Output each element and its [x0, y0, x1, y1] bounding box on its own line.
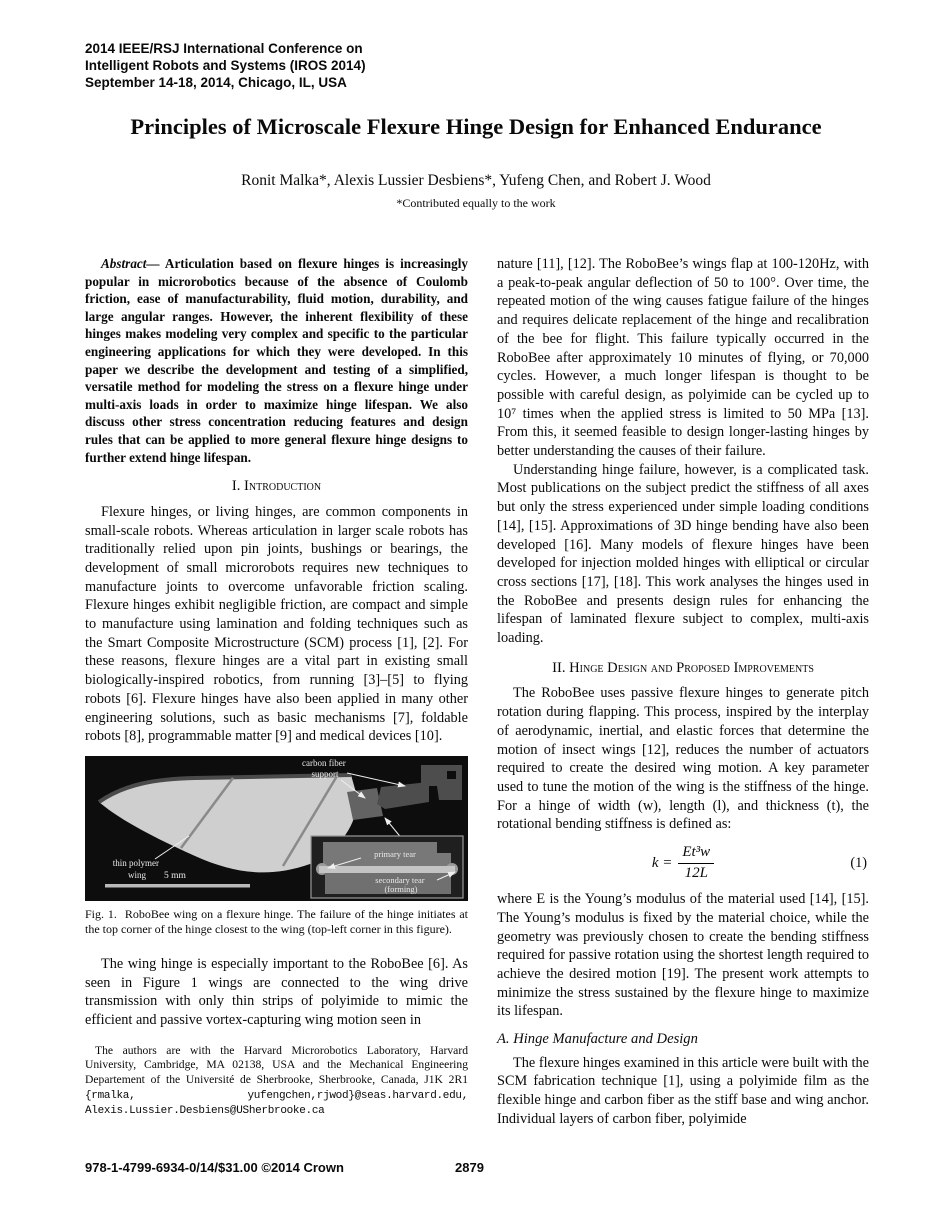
conference-line-2: Intelligent Robots and Systems (IROS 2014) [85, 58, 366, 73]
hinge-design-paragraph-1: The RoboBee uses passive flexure hinges to generate pitch rotation during flapping. This process, inspired by the interplay of aerodynamic, inertial, and elastic forces that determine the motion of insect wings [12], reduces the number of actuators required to create the desired wing motion. A key parameter used to tune the motion of the wing is the stiffness of the hinge. For a hinge of width (w), length (l), and thickness (t), the rotational bending stiffness is defined as: [497, 685, 869, 833]
author-footnote [85, 1044, 468, 1119]
intro-paragraph-2: The wing hinge is especially important to the RoboBee [6]. As seen in Figure 1 wings are connected to the wing drive transmission with only thin strips of polyimide to mimic the efficient and passive vortex-capturing wing motion seen in [85, 955, 468, 1029]
abstract-text: Articulation based on flexure hinges is increasingly popular in microrobotics because of the absence of Coulomb friction, ease of manufacturability, fluid motion, durability, and large angular ranges. However, the inherent flexibility of these hinges makes modeling very complex and specific to the particular engineering applications for which they were developed. In this paper we describe the development and testing of a simplified, versatile method for modeling the stress on a flexure hinge under multi-axis loads in order to maximize hinge lifespan. We also discuss other stress concentration reducing features and design rules that can be applied to more general flexure hinge designs to further extend hinge lifespan. [85, 256, 468, 465]
equation-1 [497, 842, 869, 884]
inset-top-notch [437, 842, 451, 853]
abstract-label: Abstract— [101, 256, 160, 271]
figure-1 [85, 756, 468, 901]
secondary-tear-label: secondary tear (forming) [375, 874, 425, 894]
paper-title: Principles of Microscale Flexure Hinge Design for Enhanced Endurance [130, 114, 822, 139]
equation-denominator: 12L [684, 864, 708, 881]
intro-paragraph-1: Flexure hinges, or living hinges, are common components in small-scale robots. Whereas articulation in larger scale robots has traditionally relied upon pin joints, bushings or bearings, the development of small microrobots requires new techniques to manufacture joints to overcome unfavorable friction scaling. Flexure hinges exhibit negligible friction, are compact and simple to manufacture using lamination and folding techniques such as the Smart Composite Microstructure (SCM) process [1], [2]. For these reasons, flexure hinges are a vital part in existing small biologically-inspired robotics, from running [3]–[5] to flying robots [6]. Flexure hinges have also been applied in many other engineering solutions, such as basic mechanisms [7], foldable robots [8], programmable matter [9] and medical devices [10]. [85, 503, 468, 745]
primary-tear-label: primary tear [374, 848, 416, 859]
copyright-notice: 978-1-4799-6934-0/14/$31.00 ©2014 Crown [85, 1160, 344, 1175]
robobee-wing-photo [85, 756, 468, 901]
equation-numerator: Et³w [678, 844, 714, 863]
right-paragraph-1: nature [11], [12]. The RoboBee’s wings flap at 100-120Hz, with a peak-to-peak angular deflection of 50 to 100°. Over time, the repeated motion of the wing causes fatigue failure of the hinges and requires delicate replacement of the hinge and recalibration of the bee for flight. This failure typically occurred in the RoboBee after approximately 10 minutes of flying, or 70,000 cycles. However, a much longer lifespan is thought to be possible with careful design, as polyimide can be cycled up to 10⁷ times when the applied stress is limited to 50 MPa [13]. From this, it seemed feasible to design longer-lasting hinges by better understanding the causes of their failure. [497, 256, 869, 460]
equation-fraction [678, 844, 714, 882]
scale-bar-label: 5 mm [164, 870, 186, 881]
hook-slot [447, 771, 456, 779]
equation-1-body [652, 844, 714, 882]
abstract [85, 255, 468, 466]
figure-1-caption [85, 907, 468, 937]
author-list: Ronit Malka*, Alexis Lussier Desbiens*, Yufeng Chen, and Robert J. Wood [241, 172, 711, 189]
subsection-heading-hinge-manufacture: A. Hinge Manufacture and Design [497, 1031, 698, 1048]
conference-line-3: September 14-18, 2014, Chicago, IL, USA [85, 75, 347, 90]
conference-header [85, 40, 366, 91]
section-heading-hinge-design: II. Hinge Design and Proposed Improvements [552, 659, 814, 676]
figure-1-caption-text: RoboBee wing on a flexure hinge. The failure of the hinge initiates at the top corner of the hinge closest to the wing (top-left corner in this figure). [85, 906, 468, 936]
figure-1-caption-label: Fig. 1. [85, 906, 117, 921]
conference-line-1: 2014 IEEE/RSJ International Conference on [85, 41, 363, 56]
section-heading-introduction: I. Introduction [231, 478, 322, 495]
hinge-design-paragraph-2: where E is the Young’s modulus of the material used [14], [15]. The Young’s modulus is fixed by the material choice, while the geometry was previously chosen to create the bending stiffness required for passive rotation using the shortest length required to achieve the desired motion [19]. The present work attempts to minimize the stress sustained by the flexure hinge to maximize its lifespan. [497, 891, 869, 1020]
carbon-fiber-label: carbon fiber support [302, 757, 346, 779]
author-footnote-text: The authors are with the Harvard Microrobotics Laboratory, Harvard University, Cambridge, MA 02138, USA and the Mechanical Engineering Departement of the Université de Sherbrooke, Sherbrooke, Canada, J1K 2R1 [85, 1043, 468, 1086]
thin-polymer-wing-label: thin polymer wing [112, 857, 159, 880]
left-column [85, 255, 468, 1130]
scale-bar [105, 884, 250, 888]
author-footnote-emails: {rmalka, yufengchen,rjwod}@seas.harvard.edu, Alexis.Lussier.Desbiens@USherbrooke.ca [85, 1089, 468, 1118]
equation-number: (1) [850, 854, 867, 871]
contribution-note: *Contributed equally to the work [396, 196, 556, 210]
hinge-manufacture-paragraph-1: The flexure hinges examined in this article were built with the SCM fabrication technique [1], using a polyimide film as the flexible hinge and carbon fiber as the stiff base and wing anchor. Individual layers of carbon fiber, polyimide [497, 1054, 869, 1127]
inset-polyimide-film [319, 866, 455, 873]
equation-lhs: k = [651, 854, 673, 871]
page-number: 2879 [455, 1160, 484, 1175]
right-column [497, 255, 869, 1129]
figure-inset-tear-closeup [311, 836, 463, 898]
right-paragraph-2: Understanding hinge failure, however, is a complicated task. Most publications on the subject predict the stiffness of all axes but only the stress experienced under simple loading conditions [14], [15]. Approximations of 3D hinge bending have also been developed [16]. Many models of flexure hinges have been developed for injection molded hinges with elliptical or circular cross sections [17], [18]. This work analyses the hinges used in the RoboBee and presents design rules for enhancing the lifespan of laminated flexure subject to complex, multi-axis loading. [497, 461, 869, 647]
